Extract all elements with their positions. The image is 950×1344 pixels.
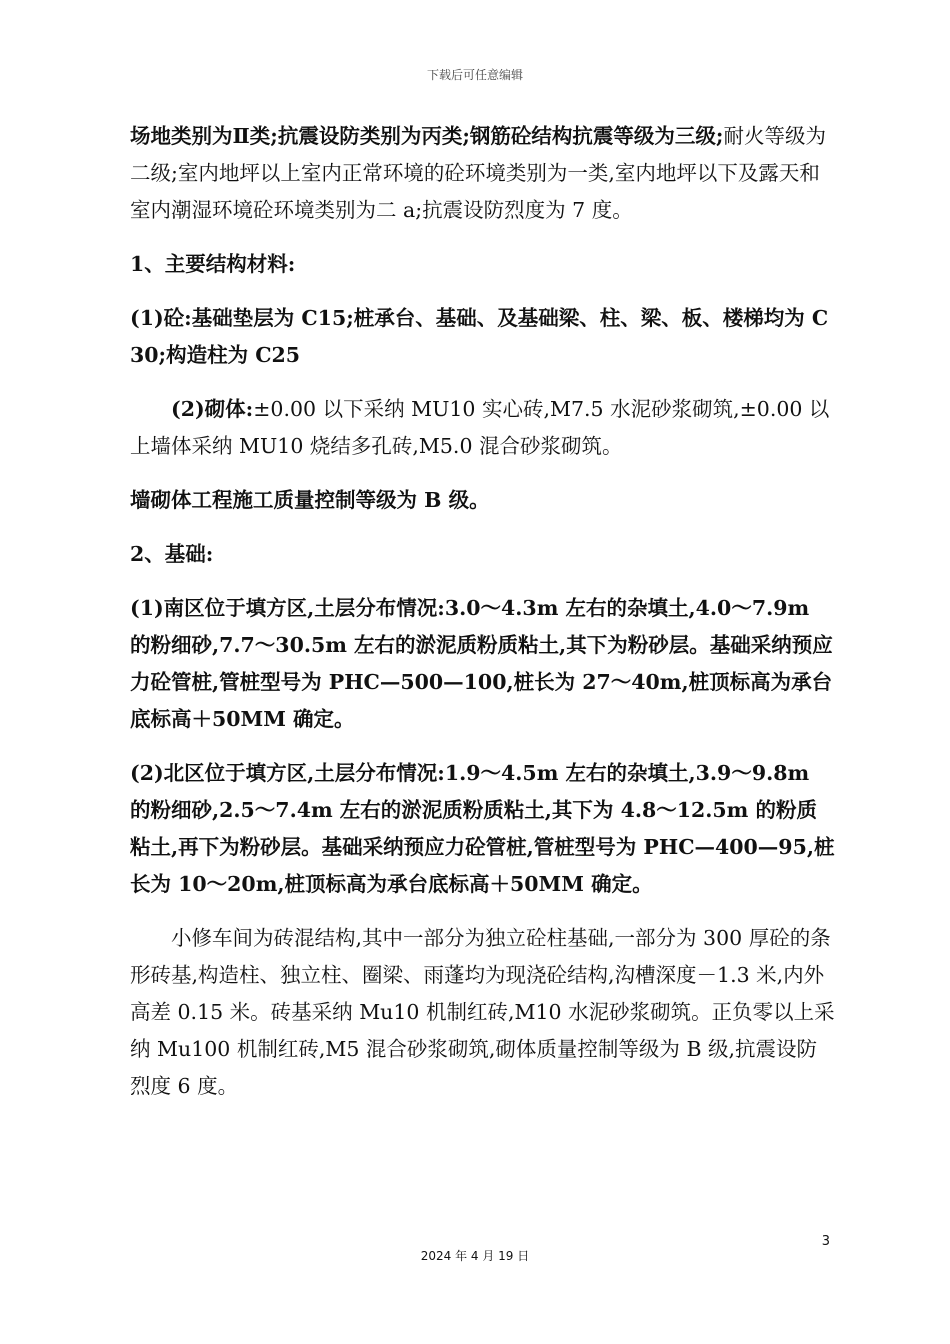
site-category-bold-text: 场地类别为Ⅱ类;抗震设防类别为丙类;钢筋砼结构抗震等级为三级; xyxy=(130,124,724,148)
document-body xyxy=(130,118,836,1122)
masonry-text: ±0.00 以下采纳 MU10 实心砖,M7.5 水泥砂浆砌筑,±0.00 以上墙体采纳 MU10 烧结多孔砖,M5.0 混合砂浆砌筑。 xyxy=(130,397,830,458)
quality-grade-paragraph: 墙砌体工程施工质量控制等级为 B 级。 xyxy=(130,488,490,512)
masonry-label: (2)砌体: xyxy=(171,397,254,421)
section-heading-foundation: 2、基础: xyxy=(130,542,214,566)
page-number: 3 xyxy=(821,1234,830,1249)
north-zone-paragraph: (2)北区位于填方区,土层分布情况:1.9～4.5m 左右的杂填土,3.9～9.8m 的粉细砂,2.5～7.4m 左右的淤泥质粉质粘土,其下为 4.8～12.5m 的粉质粘土,再下为粉砂层。基础采纳预应力砼管桩,管桩型号为 PHC—400—95,桩长为 10～20m,桩顶标高为承台底标高＋50MM 确定。 xyxy=(130,761,835,896)
site-category-paragraph xyxy=(130,118,836,229)
site-category-text: 耐火等级为二级;室内地坪以上室内正常环境的砼环境类别为一类,室内地坪以下及露天和室内潮湿环境砼环境类别为二 a;抗震设防烈度为 7 度。 xyxy=(130,124,826,222)
south-zone-paragraph: (1)南区位于填方区,土层分布情况:3.0～4.3m 左右的杂填土,4.0～7.9m 的粉细砂,7.7～30.5m 左右的淤泥质粉质粘土,其下为粉砂层。基础采纳预应力砼管桩,管桩型号为 PHC—500—100,桩长为 27～40m,桩顶标高为承台底标高＋50MM 确定。 xyxy=(130,596,833,731)
footer-date: 2024 年 4 月 19 日 xyxy=(420,1249,530,1263)
page-header: 下载后可任意编辑 xyxy=(426,68,523,82)
masonry-paragraph xyxy=(130,391,836,465)
concrete-paragraph: (1)砼:基础垫层为 C15;桩承台、基础、及基础梁、柱、梁、板、楼梯均为 C30;构造柱为 C25 xyxy=(130,306,829,367)
section-heading-materials: 1、主要结构材料: xyxy=(130,252,296,276)
workshop-paragraph: 小修车间为砖混结构,其中一部分为独立砼柱基础,一部分为 300 厚砼的条形砖基,构造柱、独立柱、圈梁、雨蓬均为现浇砼结构,沟槽深度－1.3 米,内外高差 0.15 米。砖基采纳 Mu10 机制红砖,M10 水泥砂浆砌筑。正负零以上采纳 Mu100 机制红砖,M5 混合砂浆砌筑,砌体质量控制等级为 B 级,抗震设防烈度 6 度。 xyxy=(130,926,835,1098)
